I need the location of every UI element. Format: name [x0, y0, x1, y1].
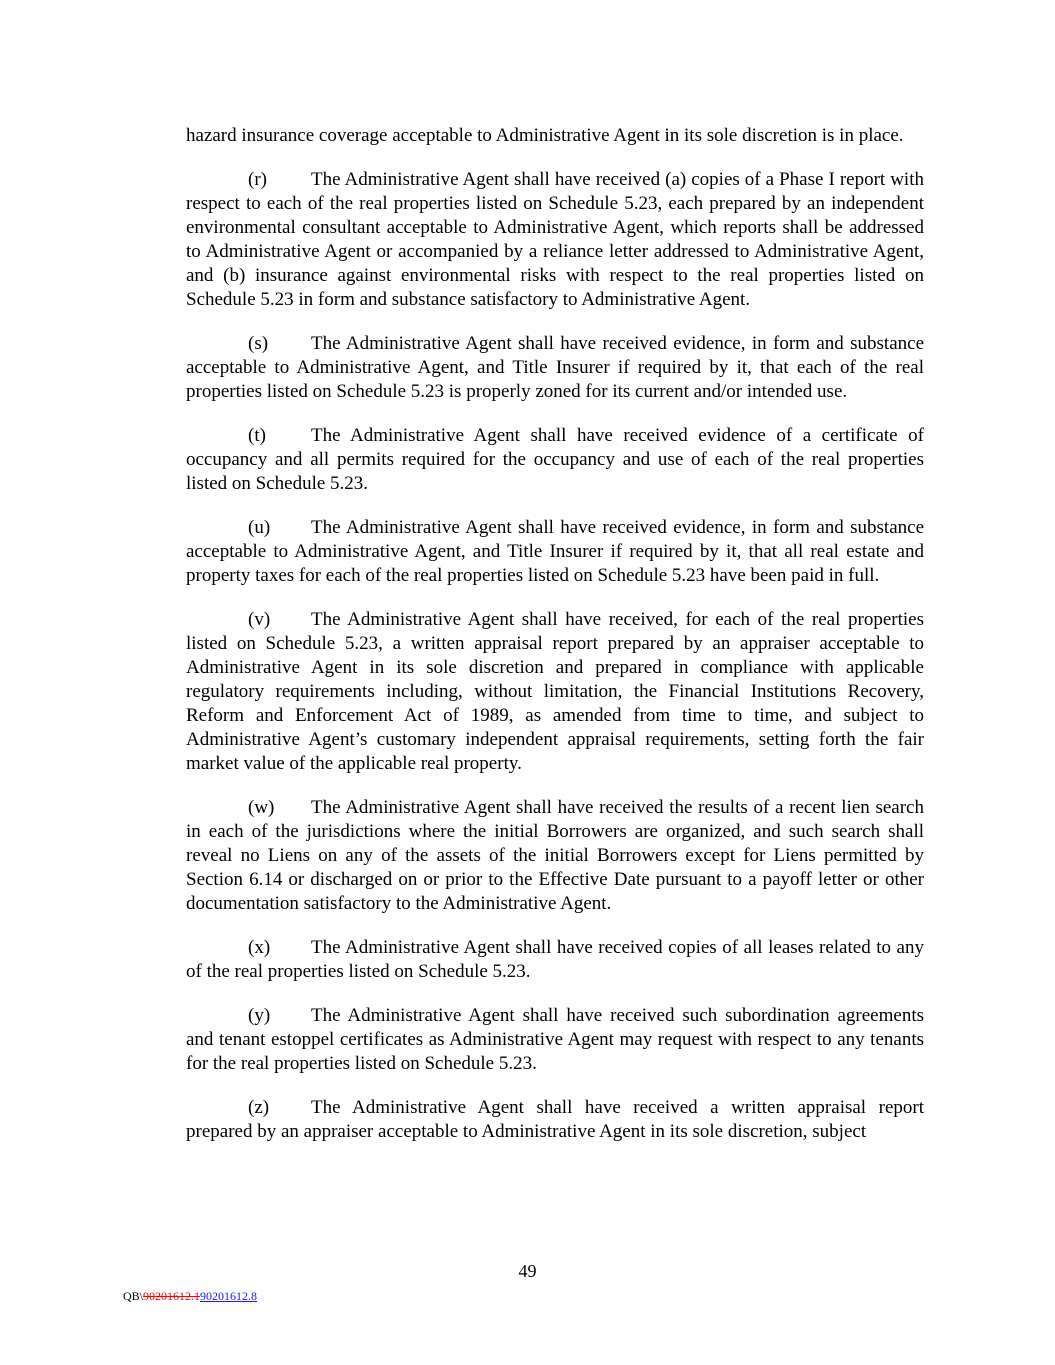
- paragraph-text: The Administrative Agent shall have received the results of a recent lien search in each of the jurisdictions where the initial Borrowers are organized, and such search shall reveal no Liens on any of the assets of the initial Borrowers except for Liens permitted by Section 6.14 or discharged on or prior to the Effective Date pursuant to a payoff letter or other documentation satisfactory to the Administrative Agent.: [186, 797, 924, 914]
- paragraph-label: (t): [248, 425, 266, 446]
- paragraph-y: [186, 1004, 924, 1076]
- doc-id-inserted: 90201612.8: [200, 1289, 258, 1303]
- paragraph-label: (w): [248, 797, 275, 818]
- paragraph-label: (y): [248, 1005, 271, 1026]
- paragraph-v: [186, 608, 924, 776]
- paragraph-x: [186, 936, 924, 984]
- paragraph-label: (r): [248, 169, 267, 190]
- document-id-footer: [123, 1289, 257, 1303]
- paragraph-text: The Administrative Agent shall have received evidence of a certificate of occupancy and all permits required for the occupancy and use of each of the real properties listed on Schedule 5.23.: [186, 425, 924, 494]
- paragraph-label: (z): [248, 1097, 270, 1118]
- continuation-paragraph: hazard insurance coverage acceptable to Administrative Agent in its sole discretion is in place.: [186, 125, 904, 146]
- paragraph-t: [186, 424, 924, 496]
- paragraph-label: (u): [248, 517, 271, 538]
- document-body: [186, 124, 924, 1164]
- paragraph-text: The Administrative Agent shall have received such subordination agreements and tenant estoppel certificates as Administrative Agent may request with respect to any tenants for the real properties listed on Schedule 5.23.: [186, 1005, 924, 1074]
- doc-id-prefix: QB\: [123, 1289, 144, 1303]
- paragraph-text: The Administrative Agent shall have received copies of all leases related to any of the real properties listed on Schedule 5.23.: [186, 937, 924, 982]
- paragraph-label: (x): [248, 937, 271, 958]
- paragraph-text: The Administrative Agent shall have received evidence, in form and substance acceptable to Administrative Agent, and Title Insurer if required by it, that all real estate and property taxes for each of the real properties listed on Schedule 5.23 have been paid in full.: [186, 517, 924, 586]
- paragraph-label: (s): [248, 333, 269, 354]
- doc-id-deleted: 90201612.1: [143, 1289, 201, 1303]
- paragraph-z: [186, 1096, 924, 1144]
- paragraph-text: The Administrative Agent shall have received, for each of the real properties listed on Schedule 5.23, a written appraisal report prepared by an appraiser acceptable to Administrative Agent in its sole discretion and prepared in compliance with applicable regulatory requirements including, without limitation, the Financial Institutions Recovery, Reform and Enforcement Act of 1989, as amended from time to time, and subject to Administrative Agent’s customary independent appraisal requirements, setting forth the fair market value of the applicable real property.: [186, 609, 924, 774]
- page-number: 49: [518, 1261, 537, 1281]
- paragraph-text: The Administrative Agent shall have received (a) copies of a Phase I report with respect to each of the real properties listed on Schedule 5.23, each prepared by an independent environmental consultant acceptable to Administrative Agent, which reports shall be addressed to Administrative Agent or accompanied by a reliance letter addressed to Administrative Agent, and (b) insurance against environmental risks with respect to the real properties listed on Schedule 5.23 in form and substance satisfactory to Administrative Agent.: [186, 169, 924, 310]
- paragraph-text: The Administrative Agent shall have received evidence, in form and substance acceptable to Administrative Agent, and Title Insurer if required by it, that each of the real properties listed on Schedule 5.23 is properly zoned for its current and/or intended use.: [186, 333, 924, 402]
- paragraph-w: [186, 796, 924, 916]
- paragraph-text: The Administrative Agent shall have received a written appraisal report prepared by an appraiser acceptable to Administrative Agent in its sole discretion, subject: [186, 1097, 924, 1142]
- paragraph-s: [186, 332, 924, 404]
- paragraph-r: [186, 168, 924, 312]
- paragraph-u: [186, 516, 924, 588]
- paragraph-label: (v): [248, 609, 271, 630]
